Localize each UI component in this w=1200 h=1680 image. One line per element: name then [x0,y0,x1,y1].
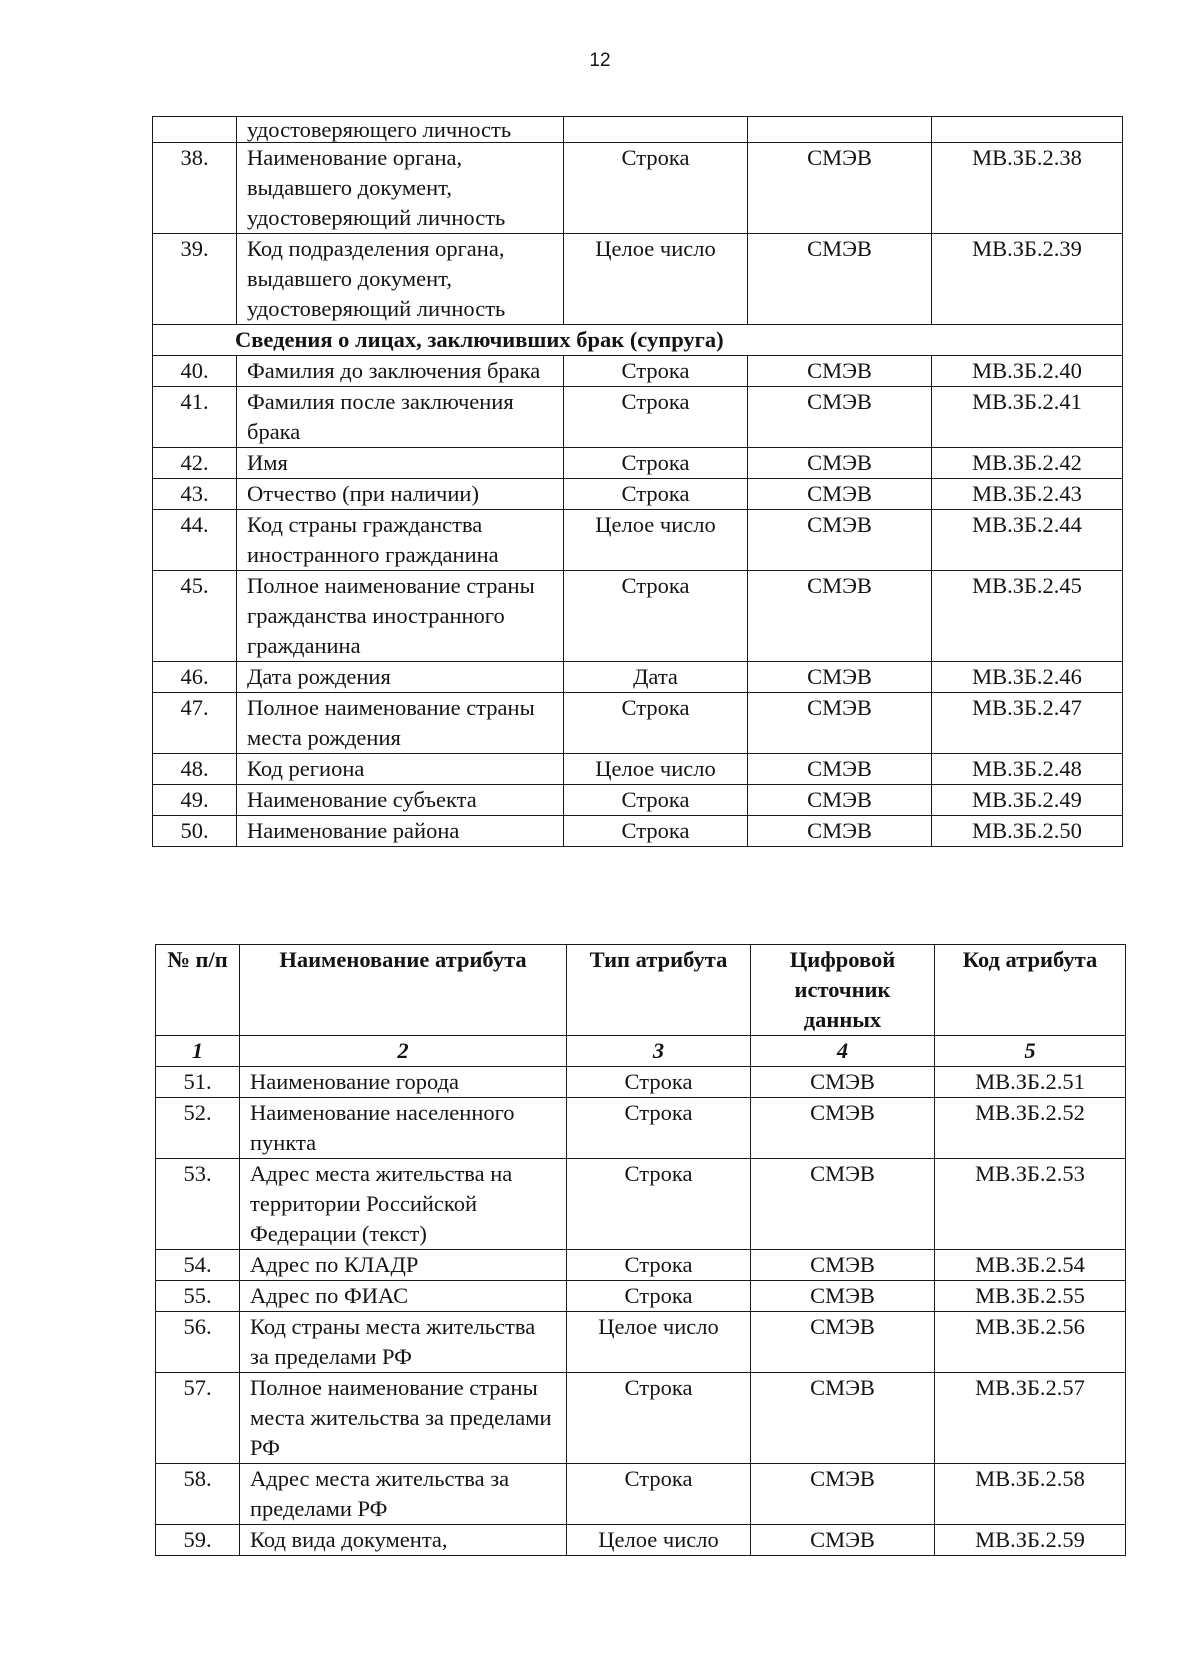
cell-type: Строка [564,693,748,754]
cell-num: 40. [153,356,237,387]
cell-name: Дата рождения [237,662,564,693]
cell-name: Наименование города [240,1067,567,1098]
cell-num: 51. [156,1067,240,1098]
table-row [153,816,1123,847]
cell-type: Целое число [564,510,748,571]
table-row [153,785,1123,816]
cell-source: СМЭВ [748,571,932,662]
table-row [153,234,1123,325]
column-index-row [156,1036,1126,1067]
cell-num: 52. [156,1098,240,1159]
cell-source: СМЭВ [748,387,932,448]
cell-name: Фамилия до заключения брака [237,356,564,387]
cell-code: МВ.ЗБ.2.38 [932,143,1123,234]
cell-type: Строка [567,1067,751,1098]
column-index-2: 2 [240,1036,567,1067]
header-num: № п/п [156,945,240,1036]
cell-source: СМЭВ [751,1067,935,1098]
cell-code: МВ.ЗБ.2.57 [935,1373,1126,1464]
cell-name: Наименование населенного пункта [240,1098,567,1159]
cell-type: Строка [567,1159,751,1250]
cell-name: Код страны места жительства за пределами РФ [240,1312,567,1373]
table-row [153,387,1123,448]
cell-name: Полное наименование страны гражданства иностранного гражданина [237,571,564,662]
table-row [153,754,1123,785]
cell-num: 50. [153,816,237,847]
cell-code: МВ.ЗБ.2.39 [932,234,1123,325]
cell-name: Имя [237,448,564,479]
cell-num [153,117,237,143]
cell-num: 59. [156,1525,240,1556]
cell-source: СМЭВ [751,1312,935,1373]
cell-name: Адрес по КЛАДР [240,1250,567,1281]
cell-name: удостоверяющего личность [237,117,564,143]
cell-type: Целое число [564,234,748,325]
cell-source: СМЭВ [751,1250,935,1281]
table-row [153,143,1123,234]
cell-code: МВ.ЗБ.2.41 [932,387,1123,448]
section-row [153,325,1123,356]
cell-name: Наименование субъекта [237,785,564,816]
cell-num: 41. [153,387,237,448]
cell-name: Полное наименование страны места рождения [237,693,564,754]
cell-code: МВ.ЗБ.2.47 [932,693,1123,754]
cell-code: МВ.ЗБ.2.48 [932,754,1123,785]
cell-source: СМЭВ [748,662,932,693]
table-row [156,1373,1126,1464]
cell-num: 56. [156,1312,240,1373]
cell-type: Строка [564,448,748,479]
cell-source: СМЭВ [748,754,932,785]
column-index-4: 4 [751,1036,935,1067]
column-index-3: 3 [567,1036,751,1067]
cell-source: СМЭВ [748,356,932,387]
cell-num: 57. [156,1373,240,1464]
table-row [156,1159,1126,1250]
cell-type: Строка [567,1250,751,1281]
cell-source: СМЭВ [751,1464,935,1525]
cell-code: МВ.ЗБ.2.53 [935,1159,1126,1250]
cell-name: Адрес места жительства за пределами РФ [240,1464,567,1525]
cell-name: Код страны гражданства иностранного гражданина [237,510,564,571]
cell-type: Строка [564,785,748,816]
cell-type: Строка [567,1464,751,1525]
column-index-5: 5 [935,1036,1126,1067]
cell-type: Строка [564,356,748,387]
cell-num: 39. [153,234,237,325]
cell-num: 54. [156,1250,240,1281]
header-row [156,945,1126,1036]
cell-source: СМЭВ [748,234,932,325]
cell-type: Целое число [567,1312,751,1373]
cell-code: МВ.ЗБ.2.45 [932,571,1123,662]
cell-type: Дата [564,662,748,693]
table-row [156,1525,1126,1556]
cell-type: Целое число [567,1525,751,1556]
header-source: Цифровой источник данных [751,945,935,1036]
cell-code: МВ.ЗБ.2.42 [932,448,1123,479]
cell-code: МВ.ЗБ.2.44 [932,510,1123,571]
cell-num: 42. [153,448,237,479]
cell-type: Строка [567,1098,751,1159]
table-row [153,571,1123,662]
cell-name: Код подразделения органа, выдавшего документ, удостоверяющий личность [237,234,564,325]
table-row [153,693,1123,754]
cell-source: СМЭВ [748,816,932,847]
cell-type: Строка [564,571,748,662]
cell-code: МВ.ЗБ.2.54 [935,1250,1126,1281]
cell-source: СМЭВ [748,510,932,571]
cell-num: 48. [153,754,237,785]
cell-num: 44. [153,510,237,571]
cell-source: СМЭВ [751,1373,935,1464]
cell-source: СМЭВ [748,448,932,479]
cell-num: 38. [153,143,237,234]
cell-type: Целое число [564,754,748,785]
cell-source: СМЭВ [751,1098,935,1159]
cell-name: Код вида документа, [240,1525,567,1556]
cell-code: МВ.ЗБ.2.49 [932,785,1123,816]
table-row [156,1098,1126,1159]
table-row [153,448,1123,479]
table-row [153,662,1123,693]
table-row [153,356,1123,387]
table-row [156,1464,1126,1525]
header-code: Код атрибута [935,945,1126,1036]
cell-name: Адрес места жительства на территории Российской Федерации (текст) [240,1159,567,1250]
cell-code: МВ.ЗБ.2.46 [932,662,1123,693]
cell-type: Строка [567,1281,751,1312]
cell-name: Код региона [237,754,564,785]
table-row [153,479,1123,510]
cell-type: Строка [567,1373,751,1464]
cell-num: 46. [153,662,237,693]
cell-type [564,117,748,143]
column-index-1: 1 [156,1036,240,1067]
cell-source: СМЭВ [748,479,932,510]
cell-type: Строка [564,143,748,234]
cell-name: Наименование органа, выдавшего документ, удостоверяющий личность [237,143,564,234]
cell-code: МВ.ЗБ.2.55 [935,1281,1126,1312]
cell-source [748,117,932,143]
table-row [156,1067,1126,1098]
cell-source: СМЭВ [748,143,932,234]
cell-num: 43. [153,479,237,510]
cell-name: Наименование района [237,816,564,847]
cell-code: МВ.ЗБ.2.50 [932,816,1123,847]
cell-source: СМЭВ [751,1281,935,1312]
cell-code: МВ.ЗБ.2.40 [932,356,1123,387]
cell-name: Адрес по ФИАС [240,1281,567,1312]
cell-type: Строка [564,816,748,847]
cell-num: 58. [156,1464,240,1525]
cell-code [932,117,1123,143]
cell-code: МВ.ЗБ.2.43 [932,479,1123,510]
cell-num: 49. [153,785,237,816]
cell-type: Строка [564,479,748,510]
header-type: Тип атрибута [567,945,751,1036]
table-row [156,1281,1126,1312]
cell-source: СМЭВ [748,785,932,816]
cell-code: МВ.ЗБ.2.51 [935,1067,1126,1098]
cell-num: 53. [156,1159,240,1250]
page-number: 12 [589,50,611,71]
cell-name: Фамилия после заключения брака [237,387,564,448]
cell-source: СМЭВ [748,693,932,754]
section-title: Сведения о лицах, заключивших брак (супруга) [153,325,1123,356]
attributes-table [155,944,1126,1556]
header-name: Наименование атрибута [240,945,567,1036]
table-row-continuation [153,117,1123,143]
cell-source: СМЭВ [751,1525,935,1556]
cell-num: 55. [156,1281,240,1312]
cell-code: МВ.ЗБ.2.52 [935,1098,1126,1159]
cell-num: 45. [153,571,237,662]
cell-name: Полное наименование страны места жительства за пределами РФ [240,1373,567,1464]
cell-num: 47. [153,693,237,754]
cell-source: СМЭВ [751,1159,935,1250]
cell-type: Строка [564,387,748,448]
cell-code: МВ.ЗБ.2.56 [935,1312,1126,1373]
table-row [156,1250,1126,1281]
table-row [156,1312,1126,1373]
cell-code: МВ.ЗБ.2.58 [935,1464,1126,1525]
table-row [153,510,1123,571]
cell-name: Отчество (при наличии) [237,479,564,510]
cell-code: МВ.ЗБ.2.59 [935,1525,1126,1556]
attributes-table-continued [152,116,1123,847]
